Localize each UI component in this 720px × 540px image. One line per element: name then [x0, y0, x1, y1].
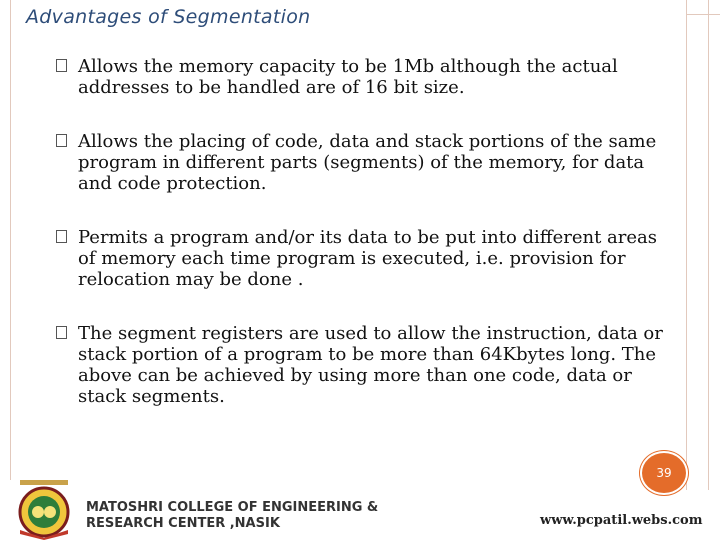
bullet-text: The segment registers are used to allow the instruction, data or stack portion of a program to be more than 64Kbytes long. The above can be achieved by using more than one code, data or stack segments. — [78, 323, 663, 407]
bullet-item — [56, 56, 666, 98]
bullet-box-icon — [56, 59, 67, 72]
bullet-box-icon — [56, 230, 67, 243]
college-name-line1: MATOSHRI COLLEGE OF ENGINEERING & — [86, 500, 379, 515]
page-number-badge: 39 — [640, 451, 688, 495]
slide-title: Advantages of Segmentation — [26, 6, 311, 28]
college-name — [86, 500, 378, 532]
bullet-text: Permits a program and/or its data to be put into different areas of memory each time program is executed, i.e. provision for relocation may be done . — [78, 227, 657, 290]
bullet-box-icon — [56, 134, 67, 147]
bullet-box-icon — [56, 326, 67, 339]
bullet-item — [56, 323, 666, 407]
frame-line-left — [10, 0, 11, 480]
bullet-item — [56, 227, 666, 290]
college-logo-icon — [14, 478, 74, 540]
bullet-list — [56, 56, 666, 440]
bullet-text: Allows the placing of code, data and stack portions of the same program in different parts (segments) of the memory, for data and code protection. — [78, 131, 657, 194]
frame-line-right-inner — [686, 0, 687, 490]
bullet-text: Allows the memory capacity to be 1Mb although the actual addresses to be handled are of 16 bit size. — [78, 56, 618, 98]
footer — [0, 478, 720, 540]
bullet-item — [56, 131, 666, 194]
frame-line-top — [686, 14, 720, 15]
college-name-line2: RESEARCH CENTER ,NASIK — [86, 516, 280, 531]
frame-line-right-outer — [708, 0, 709, 490]
website-url: www.pcpatil.webs.com — [540, 513, 703, 528]
